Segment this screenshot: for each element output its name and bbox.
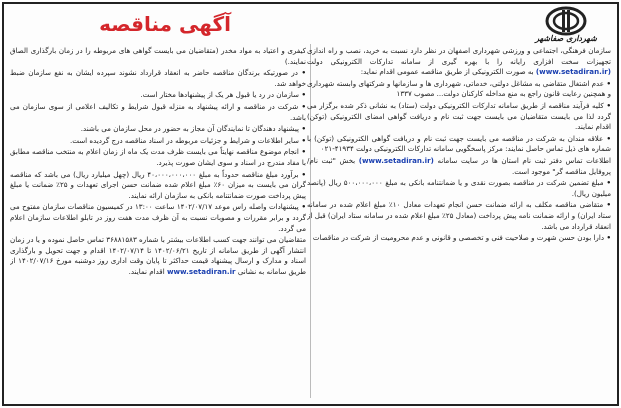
right-column <box>307 46 611 400</box>
tender-notice <box>2 2 619 406</box>
condition-item: • دارا بودن حسن شهرت و صلاحیت فنی و تخصصی و قانونی و عدم محرومیت از شرکت در مناقصات <box>307 233 611 244</box>
condition-item: • متقاضی مناقصه مکلف به ارائه ضمانت حسن انجام تعهدات معادل ۱۰٪ مبلغ اعلام شده در سامانه ستاد ایران) و ارائه ضمانت نامه پیش پرداخت (معادل ۲۵٪ مبلغ اعلام شده در سامانه ستاد ایران) قبل از انعقاد قرارداد می باشد. <box>307 200 611 232</box>
condition-item: • انجام موضوع مناقصه نهایتاً می بایست ظرف مدت یک ماه از زمان اعلام به منتخب مناقصه مطابق با مفاد مندرج در اسناد و سوی ایشان صورت پذیرد. <box>10 147 306 168</box>
intro-text: سازمان فرهنگی، اجتماعی و ورزشی شهرداری اصفهان در نظر دارد نسبت به خرید، نصب و راه اندازی تجهیزات سخت افزاری رایانه را با بهره گیری از سامانه تدارکات الکترونیکی دولت <box>307 46 611 66</box>
condition-item: • عدم اشتغال متقاضی به مشاغل دولتی، خدماتی، شهرداری ها و سازمانها و شرکتهای وابسته شهرداری و همچنین رعایت قانون راجع به منع مداخله کارکنان دولت... مصوب ۱۳۳۷ <box>307 79 611 100</box>
condition-item: • سایر اطلاعات و شرایط و جزئیات مربوطه در اسناد مناقصه درج گردیده است. <box>10 136 306 147</box>
registration-tail: بخش "ثبت نام/پروفایل مناقصه گر" موجود است. <box>307 155 611 176</box>
contact-text: متقاضیان می توانند جهت کسب اطلاعات بیشتر با شماره ۳۶۸۸۱۵۸۳ تماس حاصل نموده و یا در زمان انتشار آگهی از طریق سامانه از تاریخ ۱۴۰۲/۰۶/۲۱ تا ۱۴۰۲/۰۷/۱۴ اقدام و جهت تحویل و بارگذاری اسناد و مدارک و ارسال پیشنهاد قیمت حداکثر تا پایان وقت اداری روز دوشنبه مورخ ۱۴۰۲/۰۷/۱۶ از طریق سامانه به نشانی <box>10 235 306 276</box>
registration-text: اطلاعات تماس دفتر ثبت نام استان ها در سایت سامانه <box>437 155 611 165</box>
registration-url[interactable]: (www.setadiran.ir) <box>358 155 434 165</box>
condition-item: • پیشنهاد دهندگان تا نمایندگان آن مجاز به حضور در محل سازمان می باشند. <box>10 124 306 135</box>
condition-item: • سازمان در رد یا قبول هر یک از پیشنهادها مختار است. <box>10 90 306 101</box>
title-banner <box>10 8 320 40</box>
municipality-logo <box>521 6 611 50</box>
condition-item: • شرکت در مناقصه و ارائه پیشنهاد به منزله قبول شرایط و تکالیف اعلامی از سوی سازمان می باشد. <box>10 102 306 123</box>
notice-title: آگهی مناقصه <box>99 12 231 36</box>
header <box>4 4 617 44</box>
intro-paragraph <box>307 46 611 78</box>
final-tail: اقدام نمایند. <box>128 266 165 276</box>
left-column <box>10 46 306 400</box>
final-url[interactable]: www.setadiran.ir <box>166 266 236 276</box>
condition-item: • در صورتیکه برندگان مناقصه حاضر به انعقاد قرارداد نشوند سپرده ایشان به نفع سازمان ضبط خواهد شد. <box>10 68 306 89</box>
condition-item: • پیشنهادات واصله راس موعد ۱۴۰۲/۰۷/۱۷ ساعت ۱۳:۰۰ در کمیسیون مناقصات سازمان مفتوح می گردد و برابر مقررات و مصوبات نسبت به آن ظرف مدت هفت روز در تابلو اطلاعات سازمان اعلام می گردد. <box>10 202 306 234</box>
intro-tail: به صورت الکترونیکی از طریق مناقصه عمومی اقدام نماید: <box>360 67 534 77</box>
condition-item: • برآورد مبلغ مناقصه حدوداً به مبلغ ۴۰،۰۰۰،۰۰۰،۰۰۰ ریال (چهل میلیارد ریال) می باشد که مناقصه گران می بایست به میزان ۶۰٪ مبلغ اعلام شده ضمانت حسن اجرای تعهدات و ۲۵٪ ضمانت یا مبلغ پیش پرداخت صورت ضمانتنامه بانکی به سازمان ارائه نمایند. <box>10 170 306 202</box>
intro-url[interactable]: (www.setadiran.ir) <box>535 67 611 77</box>
registration-paragraph <box>307 156 611 177</box>
contact-paragraph <box>10 235 306 277</box>
municipality-name: شهرداری صفاشهر <box>535 34 597 43</box>
condition-item: • کلیه فرآیند مناقصه از طریق سامانه تدارکات الکترونیکی دولت (ستاد) به نشانی ذکر شده برگزار می گردد لذا می بایست متقاضیان می بایست جهت ثبت نام و دریافت گواهی امضای الکترونیکی (توکن) اقدام نمایند. <box>307 101 611 133</box>
condition-item: کیفری و اعتیاد به مواد مخدر (متقاضیان می بایست گواهی های مربوطه را در زمان بارگذاری الصاق نمایند.) <box>10 46 306 66</box>
condition-item: • علاقه مندان به شرکت در مناقصه می بایست جهت ثبت نام و دریافت گواهی الکترونیکی (توکن) با شماره های ذیل تماس حاصل نمایند: مرکز پاسخگویی سامانه تدارکات الکترونیکی دولت ۴۱۹۳۴-۰۲۱ <box>307 134 611 155</box>
condition-item: • مبلغ تضمین شرکت در مناقصه بصورت نقدی و یا ضمانتنامه بانکی به مبلغ ۵۰۰،۰۰۰،۰۰۰ ریال (پانصد میلیون ریال). <box>307 178 611 199</box>
municipality-emblem-icon <box>545 6 587 36</box>
